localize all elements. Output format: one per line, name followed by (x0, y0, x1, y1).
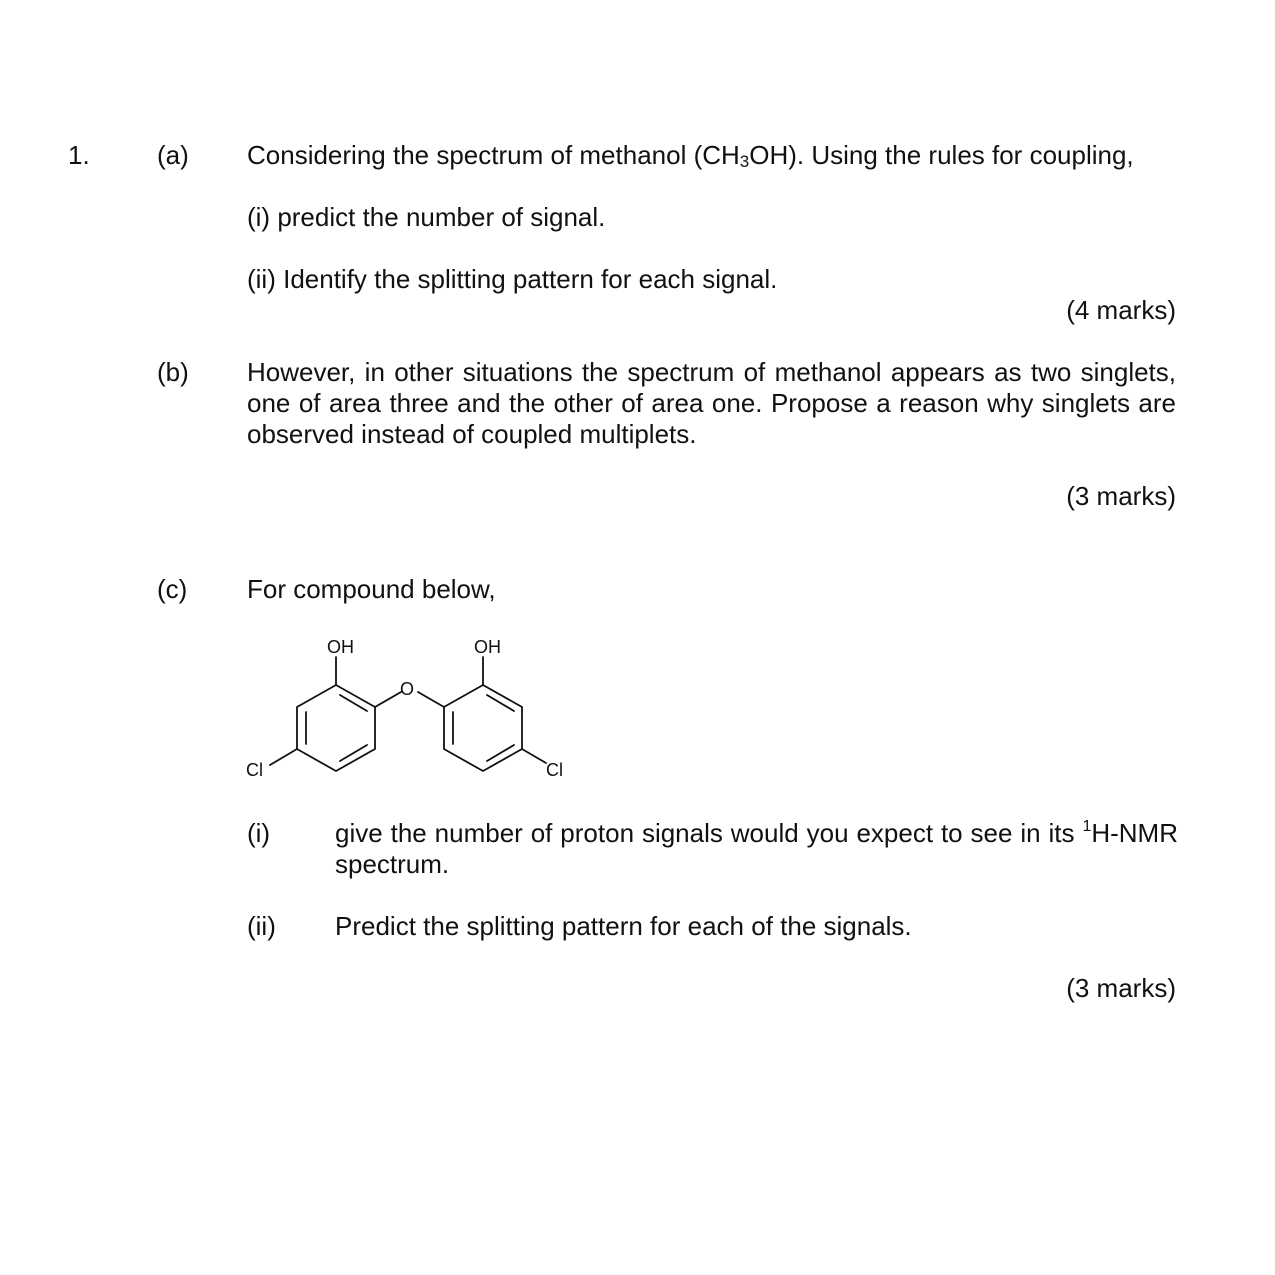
part-c-sub-i-superscript: 1 (1082, 818, 1092, 835)
right-cl-label: Cl (546, 760, 563, 780)
part-a-stem-subscript: 3 (739, 152, 750, 171)
part-b-text: However, in other situations the spectrum of methanol appears as two singlets, one of area three and the other of area one. Propose a reason why singlets are observed instead of coupled multiplets. (247, 357, 1176, 449)
part-c-stem: For compound below, (247, 574, 496, 604)
part-c-sub-i-label: (i) (247, 818, 271, 848)
part-a-stem-after: OH). Using the rules for coupling, (749, 140, 1134, 170)
right-oh-label: OH (474, 637, 501, 657)
left-benzene-ring (297, 685, 375, 771)
chemical-structure-diagram (230, 625, 590, 795)
question-number: 1. (68, 140, 90, 170)
part-c-label: (c) (157, 574, 188, 604)
left-cl-bond (270, 749, 297, 765)
part-c-sub-ii-label: (ii) (247, 911, 276, 941)
part-a-marks: (4 marks) (1066, 295, 1176, 325)
right-cl-bond (522, 749, 546, 763)
bridge-bond-right (418, 692, 444, 707)
part-b-label: (b) (157, 357, 189, 387)
left-ring-double-bond-3 (340, 745, 367, 761)
part-c-sub-i-text (335, 818, 1178, 880)
part-b-marks: (3 marks) (1066, 481, 1176, 511)
right-ring-double-bond-3 (487, 745, 514, 761)
left-cl-label: Cl (246, 760, 263, 780)
part-a-label: (a) (157, 140, 189, 170)
bridge-bond-left (375, 692, 401, 707)
left-oh-label: OH (327, 637, 354, 657)
part-c-marks: (3 marks) (1066, 973, 1176, 1003)
part-a-stem-before: Considering the spectrum of methanol (CH (247, 140, 740, 170)
part-c-sub-i-after: H-NMR spectrum. (335, 818, 1178, 879)
right-ring-double-bond-2 (487, 695, 514, 711)
right-benzene-ring (444, 685, 522, 771)
part-c-sub-i-before: give the number of proton signals would you expect to see in its (335, 818, 1083, 848)
bridge-oxygen-label: O (400, 679, 415, 699)
part-a-sub-i: (i) predict the number of signal. (247, 202, 606, 232)
part-c-sub-ii-text: Predict the splitting pattern for each of the signals. (335, 911, 912, 941)
part-a-sub-ii: (ii) Identify the splitting pattern for each signal. (247, 264, 778, 294)
part-a-stem (247, 140, 1134, 171)
left-ring-double-bond-2 (340, 695, 367, 711)
